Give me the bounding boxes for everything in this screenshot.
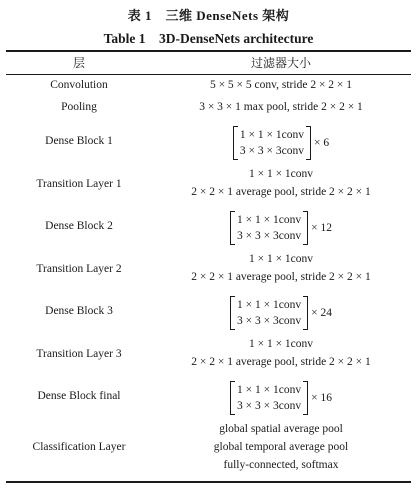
filter-size: 5 × 5 × 5 conv, stride 2 × 2 × 1 xyxy=(209,79,353,91)
filter-line: fully-connected, softmax xyxy=(223,459,339,471)
filter-line: 2 × 2 × 1 average pool, stride 2 × 2 × 1 xyxy=(191,186,371,198)
repeat-count: × 12 xyxy=(311,222,332,234)
filter-line: 3 × 3 × 3conv xyxy=(237,230,302,242)
bracket-group xyxy=(230,381,308,415)
right-bracket xyxy=(303,381,308,415)
filter-line: 1 × 1 × 1conv xyxy=(237,299,302,311)
repeat-count: × 24 xyxy=(311,307,332,319)
header-layer: 层 xyxy=(72,56,85,70)
repeat-count: × 16 xyxy=(311,392,332,404)
filter-line: global spatial average pool xyxy=(219,423,343,435)
bracket-group xyxy=(233,126,311,160)
filter-line: 1 × 1 × 1conv xyxy=(248,168,314,180)
bracket-group xyxy=(230,211,308,245)
layer-name: Pooling xyxy=(61,101,97,113)
filter-line: 2 × 2 × 1 average pool, stride 2 × 2 × 1 xyxy=(191,356,371,368)
layer-name: Dense Block 1 xyxy=(45,135,113,147)
table-title-chinese: 表 1 三维 DenseNets 架构 xyxy=(127,8,290,23)
dense-block-filter xyxy=(150,125,412,161)
filter-line: 1 × 1 × 1conv xyxy=(248,338,314,350)
layer-name: Dense Block 2 xyxy=(45,220,113,232)
dense-block-filter xyxy=(150,210,412,246)
dense-block-filter xyxy=(150,295,412,331)
filter-line: 1 × 1 × 1conv xyxy=(239,129,304,141)
bracket-group xyxy=(230,296,308,330)
filter-line: global temporal average pool xyxy=(213,441,349,453)
right-bracket xyxy=(306,126,311,160)
layer-name: Transition Layer 3 xyxy=(36,348,122,360)
filter-size: 3 × 3 × 1 max pool, stride 2 × 2 × 1 xyxy=(199,101,363,113)
dense-block-filter xyxy=(150,380,412,416)
filter-line: 1 × 1 × 1conv xyxy=(237,214,302,226)
filter-line: 3 × 3 × 3conv xyxy=(237,400,302,412)
right-bracket xyxy=(303,296,308,330)
filter-line: 2 × 2 × 1 average pool, stride 2 × 2 × 1 xyxy=(191,271,371,283)
filter-line: 3 × 3 × 3conv xyxy=(237,315,302,327)
layer-name: Dense Block 3 xyxy=(45,305,113,317)
layer-name: Transition Layer 1 xyxy=(36,178,122,190)
table-title-english: Table 1 3D-DenseNets architecture xyxy=(103,31,314,46)
layer-name: Dense Block final xyxy=(37,390,121,402)
right-bracket xyxy=(303,211,308,245)
header-rule xyxy=(6,74,411,75)
filter-line: 1 × 1 × 1conv xyxy=(248,253,314,265)
bottom-rule xyxy=(6,481,411,483)
filter-line: 3 × 3 × 3conv xyxy=(239,145,304,157)
layer-name: Convolution xyxy=(50,79,108,91)
header-filter-size: 过滤器大小 xyxy=(250,56,311,70)
top-rule xyxy=(6,50,411,52)
layer-name: Classification Layer xyxy=(32,441,126,453)
layer-name: Transition Layer 2 xyxy=(36,263,122,275)
repeat-count: × 6 xyxy=(313,137,330,149)
filter-line: 1 × 1 × 1conv xyxy=(237,384,302,396)
